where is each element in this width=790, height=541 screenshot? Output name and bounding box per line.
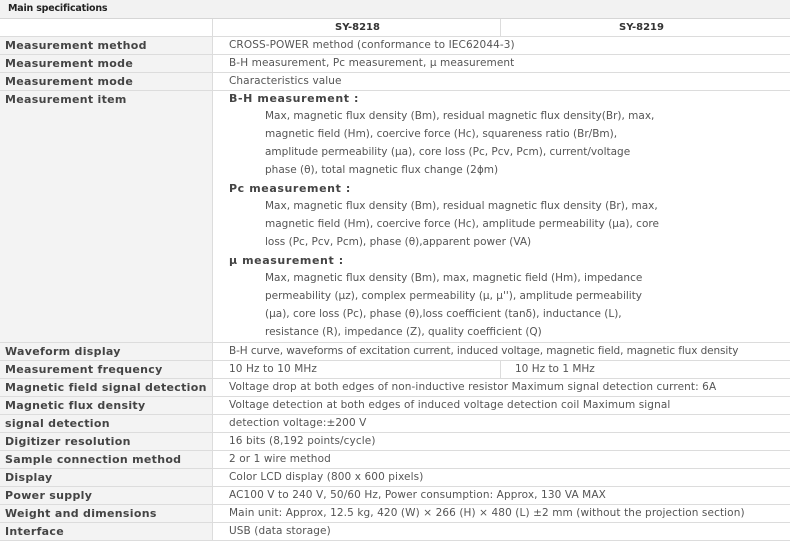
table-row-measurement-item	[0, 91, 790, 343]
pc-line: loss (Pc, Pcv, Pcm), phase (θ),apparent power (VA)	[265, 236, 532, 248]
bh-line: amplitude permeability (μa), core loss (Pc, Pcv, Pcm), current/voltage	[265, 146, 631, 158]
table-row-weight-and-dimensions	[0, 505, 790, 523]
mu-line: (μa), core loss (Pc), phase (θ),loss coefficient (tanδ), inductance (L),	[265, 308, 622, 320]
row-label: Measurement item	[5, 93, 127, 106]
row-value-sy8218: 10 Hz to 10 MHz	[229, 363, 317, 375]
mu-measurement-heading: μ measurement :	[229, 254, 344, 267]
column-header-sy8218: SY-8218	[335, 22, 380, 33]
row-label: Sample connection method	[5, 453, 182, 466]
row-value: Color LCD display (800 x 600 pixels)	[229, 471, 424, 483]
row-label: Digitizer resolution	[5, 435, 131, 448]
row-value: Voltage drop at both edges of non-inductive resistor Maximum signal detection current: 6A	[229, 381, 717, 393]
row-label: Measurement mode	[5, 75, 134, 88]
row-value: USB (data storage)	[229, 525, 331, 537]
pc-measurement-heading: Pc measurement :	[229, 182, 351, 195]
row-value: Characteristics value	[229, 75, 342, 87]
row-value: detection voltage:±200 V	[229, 417, 367, 429]
table-title: Main specifications	[8, 3, 108, 14]
table-row-interface	[0, 523, 790, 541]
mu-line: resistance (R), impedance (Z), quality coefficient (Q)	[265, 326, 542, 338]
table-row-magnetic-field-signal-detection	[0, 379, 790, 397]
row-value: Voltage detection at both edges of induced voltage detection coil Maximum signal	[229, 399, 671, 411]
table-row-digitizer-resolution	[0, 433, 790, 451]
bh-line: Max, magnetic flux density (Bm), residual magnetic flux density(Br), max,	[265, 110, 655, 122]
row-value: B-H curve, waveforms of excitation current, induced voltage, magnetic field, magnetic flux density	[229, 345, 739, 357]
column-separator	[500, 19, 501, 36]
row-value: 16 bits (8,192 points/cycle)	[229, 435, 376, 447]
table-row-signal-detection	[0, 415, 790, 433]
row-label: Weight and dimensions	[5, 507, 157, 520]
table-row-display	[0, 469, 790, 487]
table-row-measurement-method	[0, 37, 790, 55]
row-label: Display	[5, 471, 53, 484]
bh-line: magnetic field (Hm), coercive force (Hc), squareness ratio (Br/Bm),	[265, 128, 618, 140]
column-separator	[500, 361, 501, 378]
row-label: Interface	[5, 525, 64, 538]
mu-line: permeability (μz), complex permeability (μ, μ''), amplitude permeability	[265, 290, 643, 302]
bh-line: phase (θ), total magnetic flux change (2ϕm)	[265, 164, 499, 176]
table-title-bar	[0, 0, 790, 19]
row-value: AC100 V to 240 V, 50/60 Hz, Power consumption: Approx, 130 VA MAX	[229, 489, 606, 501]
pc-line: magnetic field (Hm), coercive force (Hc), amplitude permeability (μa), core	[265, 218, 659, 230]
header-empty-cell	[0, 19, 213, 36]
row-label: signal detection	[5, 417, 110, 430]
row-label: Measurement method	[5, 39, 147, 52]
row-value: CROSS-POWER method (conformance to IEC62044-3)	[229, 39, 515, 51]
row-value: B-H measurement, Pc measurement, μ measurement	[229, 57, 515, 69]
table-row-sample-connection-method	[0, 451, 790, 469]
row-value-sy8219: 10 Hz to 1 MHz	[515, 363, 595, 375]
header-row	[0, 19, 790, 37]
mu-line: Max, magnetic flux density (Bm), max, magnetic field (Hm), impedance	[265, 272, 643, 284]
table-row-waveform-display	[0, 343, 790, 361]
row-label: Magnetic flux density	[5, 399, 146, 412]
row-label: Power supply	[5, 489, 93, 502]
row-label: Measurement frequency	[5, 363, 163, 376]
pc-line: Max, magnetic flux density (Bm), residual magnetic flux density (Br), max,	[265, 200, 658, 212]
row-label: Measurement mode	[5, 57, 134, 70]
row-value: Main unit: Approx, 12.5 kg, 420 (W) × 266 (H) × 480 (L) ±2 mm (without the projection section)	[229, 507, 745, 519]
row-label: Magnetic field signal detection	[5, 381, 207, 394]
row-label: Waveform display	[5, 345, 121, 358]
column-header-sy8219: SY-8219	[619, 22, 664, 33]
table-row-magnetic-flux-density	[0, 397, 790, 415]
table-row-measurement-mode	[0, 55, 790, 73]
table-row-power-supply	[0, 487, 790, 505]
table-row-measurement-mode-2	[0, 73, 790, 91]
bh-measurement-heading: B-H measurement :	[229, 92, 360, 105]
table-row-measurement-frequency	[0, 361, 790, 379]
row-value: 2 or 1 wire method	[229, 453, 331, 465]
